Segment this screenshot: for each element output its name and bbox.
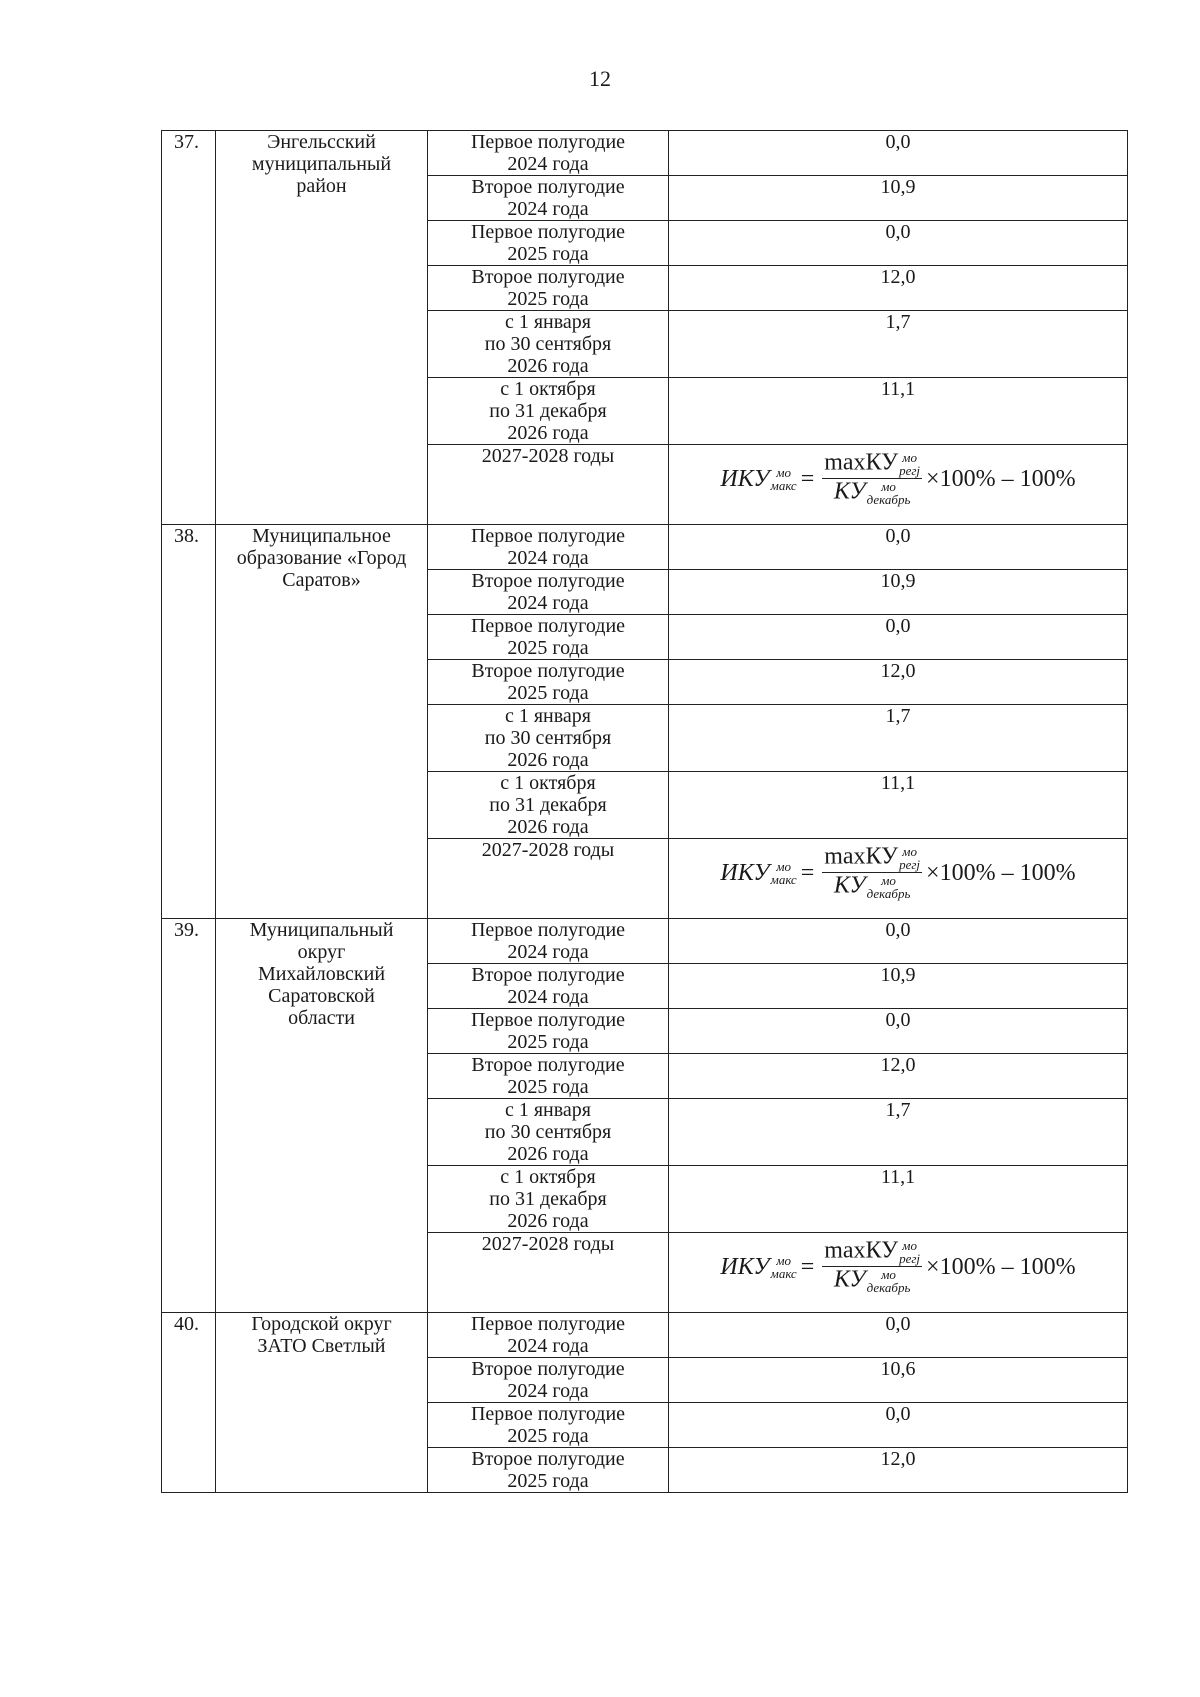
formula-fraction [822, 1239, 922, 1294]
formula-den-main: КУ [833, 872, 866, 899]
formula-numerator [822, 845, 922, 873]
value-cell: 0,0 [669, 131, 1128, 176]
formula-num-indices [899, 1239, 920, 1265]
formula-lhs: ИКУ [720, 859, 770, 886]
formula-cell [669, 839, 1128, 919]
value-cell: 0,0 [669, 919, 1128, 964]
formula-lhs-indices [771, 466, 797, 492]
formula-lhs-sub: макс [770, 1265, 797, 1281]
period-cell: Первое полугодие 2025 года [428, 1009, 669, 1054]
value-cell: 1,7 [669, 1099, 1128, 1166]
value-cell: 12,0 [669, 1054, 1128, 1099]
value-cell: 12,0 [669, 1448, 1128, 1493]
formula-den-sup: мо [881, 1267, 896, 1282]
formula-denominator [834, 1267, 911, 1294]
value-cell: 0,0 [669, 221, 1128, 266]
municipality-name: Муниципальное образование «Город Саратов» [216, 525, 428, 919]
period-cell: с 1 января по 30 сентября 2026 года [428, 1099, 669, 1166]
formula-lhs-sup: мо [776, 1252, 791, 1268]
formula-lhs-sup: мо [776, 858, 791, 874]
period-cell: Второе полугодие 2024 года [428, 964, 669, 1009]
period-cell: Второе полугодие 2025 года [428, 660, 669, 705]
index-formula [673, 1239, 1123, 1294]
value-cell: 12,0 [669, 266, 1128, 311]
period-cell: 2027-2028 годы [428, 1233, 669, 1313]
formula-num-main: maxКУ [824, 1237, 899, 1264]
formula-num-indices [899, 845, 920, 871]
formula-fraction [822, 451, 922, 506]
value-cell: 11,1 [669, 772, 1128, 839]
formula-denominator [834, 873, 911, 900]
period-cell: Первое полугодие 2024 года [428, 131, 669, 176]
value-cell: 0,0 [669, 615, 1128, 660]
table-row [162, 919, 1128, 964]
formula-numerator [822, 1239, 922, 1267]
period-cell: с 1 октября по 31 декабря 2026 года [428, 1166, 669, 1233]
row-number: 37. [162, 131, 216, 525]
formula-lhs-sub: макс [770, 477, 797, 493]
period-cell: Второе полугодие 2025 года [428, 1054, 669, 1099]
formula-equals: = [800, 1253, 815, 1280]
formula-tail: ×100% – 100% [926, 465, 1076, 492]
formula-num-sub: регj [899, 857, 921, 872]
formula-den-sub: декабрь [866, 492, 911, 507]
row-number: 39. [162, 919, 216, 1313]
period-cell: 2027-2028 годы [428, 445, 669, 525]
municipality-name: Энгельсский муниципальный район [216, 131, 428, 525]
formula-den-main: КУ [833, 478, 866, 505]
formula-lhs-indices [771, 860, 797, 886]
formula-equals: = [800, 859, 815, 886]
table-row [162, 131, 1128, 176]
value-cell: 10,9 [669, 570, 1128, 615]
formula-lhs-sub: макс [770, 871, 797, 887]
formula-num-sub: регj [899, 1251, 921, 1266]
formula-equals: = [800, 465, 815, 492]
period-cell: с 1 октября по 31 декабря 2026 года [428, 772, 669, 839]
period-cell: Первое полугодие 2025 года [428, 221, 669, 266]
value-cell: 1,7 [669, 311, 1128, 378]
period-cell: с 1 октября по 31 декабря 2026 года [428, 378, 669, 445]
period-cell: Первое полугодие 2024 года [428, 525, 669, 570]
period-cell: с 1 января по 30 сентября 2026 года [428, 311, 669, 378]
formula-den-indices [867, 874, 911, 900]
value-cell: 0,0 [669, 1403, 1128, 1448]
formula-den-sub: декабрь [866, 886, 911, 901]
row-number: 38. [162, 525, 216, 919]
formula-cell [669, 1233, 1128, 1313]
value-cell: 1,7 [669, 705, 1128, 772]
period-cell: Первое полугодие 2025 года [428, 615, 669, 660]
period-cell: Первое полугодие 2025 года [428, 1403, 669, 1448]
formula-den-indices [867, 1268, 911, 1294]
period-cell: Второе полугодие 2025 года [428, 1448, 669, 1493]
formula-fraction [822, 845, 922, 900]
formula-den-main: КУ [833, 1266, 866, 1293]
value-cell: 12,0 [669, 660, 1128, 705]
formula-tail: ×100% – 100% [926, 1253, 1076, 1280]
table-row [162, 525, 1128, 570]
formula-cell [669, 445, 1128, 525]
index-formula [673, 451, 1123, 506]
formula-numerator [822, 451, 922, 479]
formula-num-sub: регj [899, 463, 921, 478]
value-cell: 10,9 [669, 176, 1128, 221]
period-cell: Второе полугодие 2024 года [428, 1358, 669, 1403]
formula-den-sup: мо [881, 479, 896, 494]
municipality-name: Городской округ ЗАТО Светлый [216, 1313, 428, 1493]
formula-lhs-sup: мо [776, 464, 791, 480]
index-formula [673, 845, 1123, 900]
value-cell: 0,0 [669, 1313, 1128, 1358]
value-cell: 11,1 [669, 378, 1128, 445]
formula-num-main: maxКУ [824, 449, 899, 476]
formula-denominator [834, 479, 911, 506]
value-cell: 10,9 [669, 964, 1128, 1009]
formula-lhs-indices [771, 1254, 797, 1280]
formula-den-sub: декабрь [866, 1280, 911, 1295]
formula-lhs: ИКУ [720, 1253, 770, 1280]
row-number: 40. [162, 1313, 216, 1493]
period-cell: Первое полугодие 2024 года [428, 919, 669, 964]
formula-lhs: ИКУ [720, 465, 770, 492]
value-cell: 11,1 [669, 1166, 1128, 1233]
period-cell: Второе полугодие 2025 года [428, 266, 669, 311]
formula-den-indices [867, 480, 911, 506]
period-cell: Второе полугодие 2024 года [428, 570, 669, 615]
tariff-index-table [161, 130, 1128, 1493]
formula-num-sup: мо [902, 1238, 917, 1253]
table-row [162, 1313, 1128, 1358]
value-cell: 0,0 [669, 1009, 1128, 1054]
formula-num-sup: мо [902, 844, 917, 859]
municipality-name: Муниципальный округ Михайловский Саратовской области [216, 919, 428, 1313]
formula-tail: ×100% – 100% [926, 859, 1076, 886]
formula-den-sup: мо [881, 873, 896, 888]
value-cell: 10,6 [669, 1358, 1128, 1403]
period-cell: Первое полугодие 2024 года [428, 1313, 669, 1358]
formula-num-main: maxКУ [824, 843, 899, 870]
period-cell: с 1 января по 30 сентября 2026 года [428, 705, 669, 772]
page-number: 12 [589, 66, 611, 91]
formula-num-indices [899, 451, 920, 477]
formula-num-sup: мо [902, 450, 917, 465]
period-cell: 2027-2028 годы [428, 839, 669, 919]
period-cell: Второе полугодие 2024 года [428, 176, 669, 221]
value-cell: 0,0 [669, 525, 1128, 570]
